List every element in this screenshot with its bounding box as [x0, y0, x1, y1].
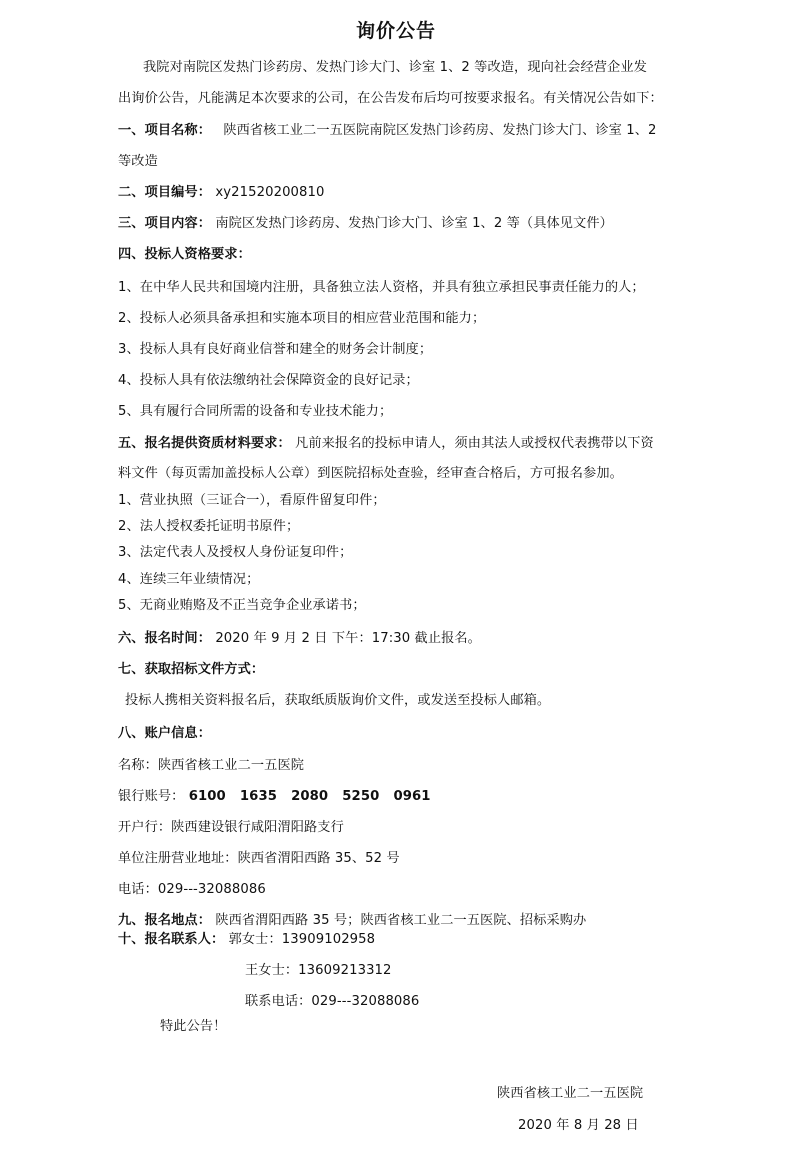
project-name: 陕西省核工业二一五医院南院区发热门诊药房、发热门诊大门、诊室 1、2 [223, 123, 657, 138]
contact-wang: 王女士：13609213312 [245, 963, 392, 978]
section-10-line [118, 931, 375, 949]
section-2-line [118, 184, 325, 202]
section-1-line [118, 122, 657, 140]
registered-address: 单位注册营业地址：陕西省渭阳西路 35、52 号 [118, 851, 400, 866]
materials-item: 2、法人授权委托证明书原件； [118, 519, 300, 534]
section-10-heading: 十、报名联系人： [118, 932, 225, 947]
contact-phone: 联系电话：029---32088086 [245, 994, 420, 1009]
materials-intro-cont: 料文件（每页需加盖投标人公章）到医院招标处查验，经审查合格后，方可报名参加。 [118, 466, 623, 481]
materials-item: 5、无商业贿赂及不正当竞争企业承诺书； [118, 598, 366, 613]
section-2-heading: 二、项目编号： [118, 185, 212, 200]
account-phone: 电话：029---32088086 [118, 882, 266, 897]
account-number: 6100 1635 2080 5250 0961 [188, 789, 431, 804]
materials-item: 4、连续三年业绩情况； [118, 572, 260, 587]
qualification-item: 3、投标人具有良好商业信誉和建全的财务会计制度； [118, 342, 433, 357]
section-6-line [118, 630, 481, 648]
materials-intro: 凡前来报名的投标申请人，须由其法人或授权代表携带以下资 [295, 436, 654, 451]
intro-line-1: 我院对南院区发热门诊药房、发热门诊大门、诊室 1、2 等改造，现向社会经营企业发 [143, 60, 647, 75]
intro-line-2: 出询价公告，凡能满足本次要求的公司，在公告发布后均可按要求报名。有关情况公告如下： [118, 91, 663, 106]
section-3-heading: 三、项目内容： [118, 216, 212, 231]
project-number: xy21520200810 [215, 185, 325, 200]
registration-time: 2020 年 9 月 2 日 下午：17:30 截止报名。 [215, 631, 481, 646]
document-method: 投标人携相关资料报名后，获取纸质版询价文件，或发送至投标人邮箱。 [125, 693, 551, 708]
section-1-heading: 一、项目名称： [118, 123, 212, 138]
materials-item: 1、营业执照（三证合一），看原件留复印件； [118, 493, 386, 508]
qualification-item: 5、具有履行合同所需的设备和专业技术能力； [118, 404, 393, 419]
section-4-heading: 四、投标人资格要求： [118, 247, 251, 262]
bank-name: 开户行：陕西建设银行咸阳渭阳路支行 [118, 820, 344, 835]
section-3-line [118, 215, 613, 233]
section-9-heading: 九、报名地点： [118, 913, 212, 928]
registration-location: 陕西省渭阳西路 35 号；陕西省核工业二一五医院、招标采购办 [215, 913, 587, 928]
section-7-heading: 七、获取招标文件方式： [118, 662, 265, 677]
closing-text: 特此公告！ [160, 1019, 227, 1034]
project-content: 南院区发热门诊药房、发热门诊大门、诊室 1、2 等（具体见文件） [215, 216, 613, 231]
qualification-item: 4、投标人具有依法缴纳社会保障资金的良好记录； [118, 373, 419, 388]
contact-guo: 郭女士：13909102958 [228, 932, 376, 947]
qualification-item: 1、在中华人民共和国境内注册，具备独立法人资格，并具有独立承担民事责任能力的人； [118, 280, 645, 295]
account-number-line [118, 788, 431, 806]
section-9-line [118, 912, 586, 930]
materials-item: 3、法定代表人及授权人身份证复印件； [118, 545, 353, 560]
section-6-heading: 六、报名时间： [118, 631, 212, 646]
section-5-line [118, 435, 654, 453]
section-8-heading: 八、账户信息： [118, 726, 212, 741]
account-number-label: 银行账号： [118, 789, 185, 804]
project-name-cont: 等改造 [118, 154, 158, 169]
signature-date: 2020 年 8 月 28 日 [518, 1118, 639, 1133]
page-title: 询价公告 [355, 20, 436, 42]
section-5-heading: 五、报名提供资质材料要求： [118, 436, 291, 451]
account-name: 名称：陕西省核工业二一五医院 [118, 758, 305, 773]
signature-org: 陕西省核工业二一五医院 [497, 1086, 644, 1101]
qualification-item: 2、投标人必须具备承担和实施本项目的相应营业范围和能力； [118, 311, 486, 326]
